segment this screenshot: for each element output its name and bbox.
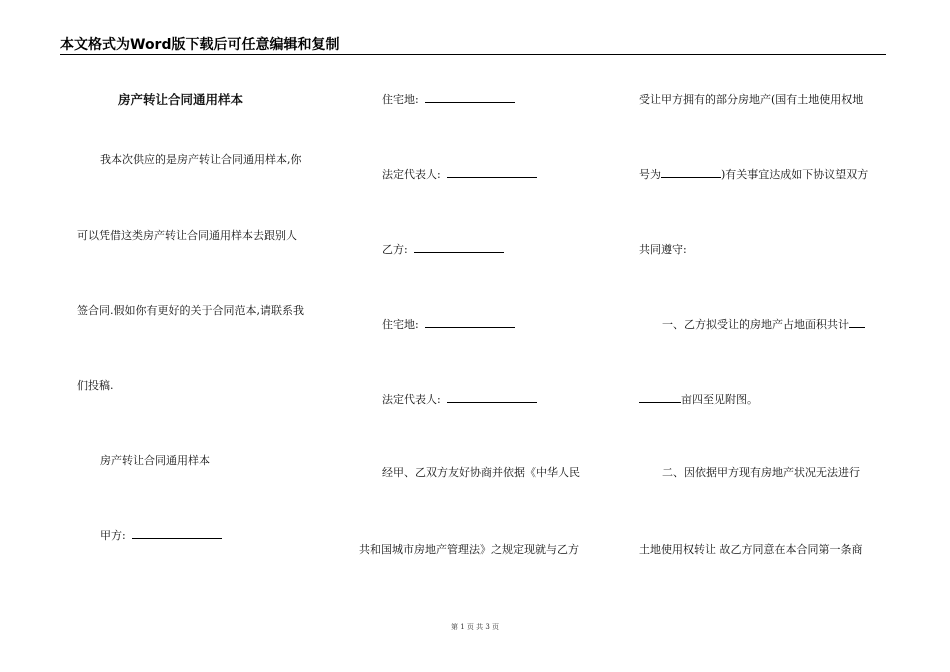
party-b-address-blank <box>425 318 515 328</box>
land-number-blank <box>661 168 721 178</box>
party-a-blank <box>132 529 222 539</box>
intro-line-2: 可以凭借这类房产转让合同通用样本去跟别人 <box>77 229 297 242</box>
article-1-line-2 <box>639 393 758 407</box>
party-a-line <box>100 529 222 543</box>
header-divider <box>60 54 886 55</box>
party-a-rep-line <box>382 168 537 182</box>
clause-line-2-start: 号为 <box>639 168 661 181</box>
clause-line-1: 受让甲方拥有的部分房地产(国有土地使用权地 <box>639 93 864 106</box>
party-a-address-line <box>382 93 515 107</box>
section-heading: 房产转让合同通用样本 <box>100 454 210 467</box>
clause-line-3: 共同遵守: <box>639 243 687 256</box>
article-2-line-1: 二、因依据甲方现有房地产状况无法进行 <box>662 466 860 479</box>
party-a-rep-blank <box>447 168 537 178</box>
intro-line-3: 签合同.假如你有更好的关于合同范本,请联系我 <box>77 304 304 317</box>
article-1-text: 一、乙方拟受让的房地产占地面积共计 <box>662 318 849 331</box>
intro-line-4: 们投稿. <box>77 379 114 392</box>
preamble-line-1: 经甲、乙双方友好协商并依据《中华人民 <box>382 466 580 479</box>
clause-line-2-end: )有关事宜达成如下协议望双方 <box>721 168 869 181</box>
intro-line-1: 我本次供应的是房产转让合同通用样本,你 <box>100 153 302 166</box>
party-b-label: 乙方: <box>382 243 408 256</box>
clause-line-2 <box>639 168 868 182</box>
preamble-line-2: 共和国城市房地产管理法》之规定现就与乙方 <box>359 543 579 556</box>
area-blank-start <box>849 318 865 328</box>
party-b-rep-blank <box>447 393 537 403</box>
party-a-label: 甲方: <box>100 529 126 542</box>
document-title: 房产转让合同通用样本 <box>118 92 244 107</box>
party-b-line <box>382 243 504 257</box>
area-blank-end <box>639 393 681 403</box>
article-1-line-1 <box>662 318 865 332</box>
document-header: 本文格式为Word版下载后可任意编辑和复制 <box>60 37 340 53</box>
party-b-rep-label: 法定代表人: <box>382 393 441 406</box>
article-2-line-2: 土地使用权转让 故乙方同意在本合同第一条商 <box>639 543 863 556</box>
page-number: 第 1 页 共 3 页 <box>450 623 500 631</box>
party-b-address-label: 住宅地: <box>382 318 419 331</box>
party-a-rep-label: 法定代表人: <box>382 168 441 181</box>
party-b-address-line <box>382 318 515 332</box>
party-b-rep-line <box>382 393 537 407</box>
article-1-tail: 亩四至见附图。 <box>681 393 758 406</box>
party-a-address-label: 住宅地: <box>382 93 419 106</box>
party-a-address-blank <box>425 93 515 103</box>
party-b-blank <box>414 243 504 253</box>
